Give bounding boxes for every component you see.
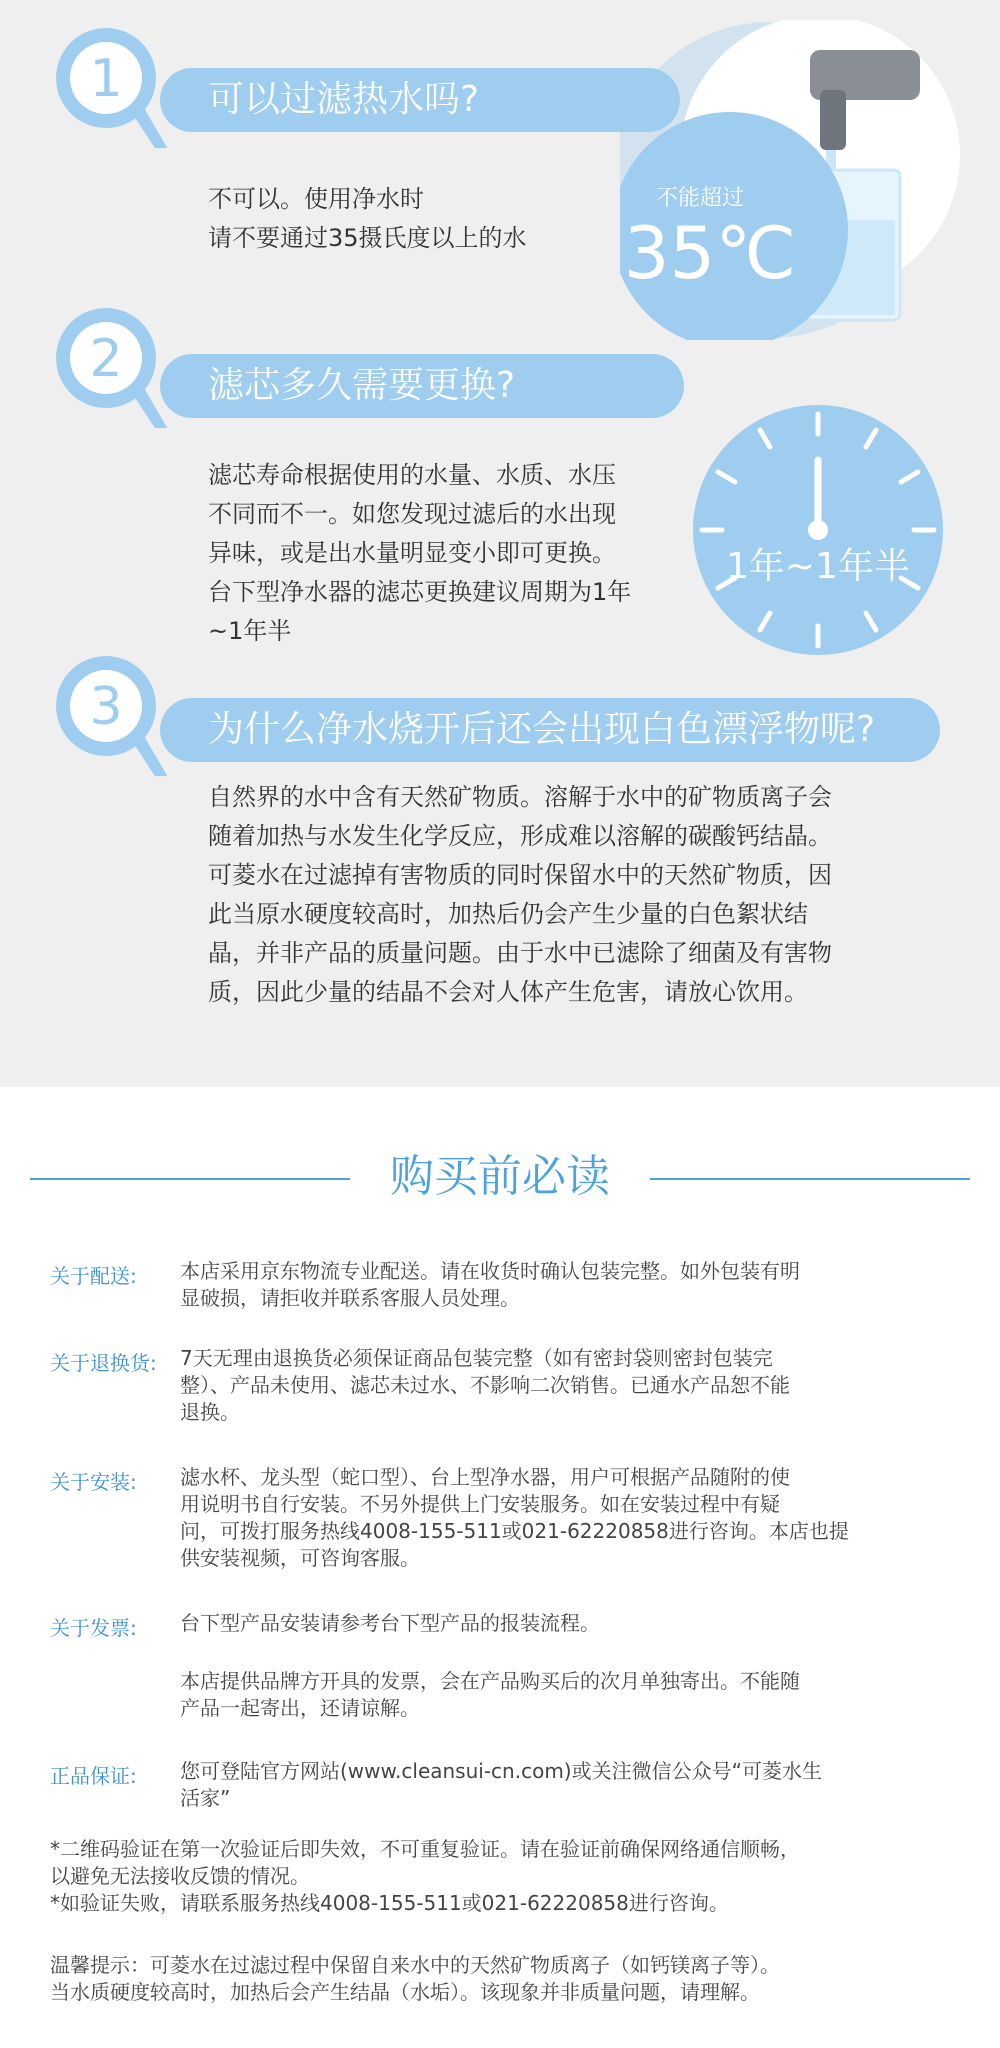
faq-answer bbox=[208, 180, 527, 258]
answer-line: 异味，或是出水量明显变小即可更换。 bbox=[208, 539, 616, 567]
notice-text-authenticity: 您可登陆官方网站(www.cleansui-cn.com)或关注微信公众号“可菱水生 活家” bbox=[180, 1759, 822, 1810]
notice-label-returns: 关于退换货: bbox=[50, 1351, 157, 1375]
answer-line: 不同而不一。如您发现过滤后的水出现 bbox=[208, 500, 616, 528]
notice-label-installation: 关于安装: bbox=[50, 1470, 137, 1494]
answer-line: 晶，并非产品的质量问题。由于水中已滤除了细菌及有害物 bbox=[208, 939, 832, 967]
notice-text-installation: 滤水杯、龙头型（蛇口型）、台上型净水器，用户可根据产品随附的使 用说明书自行安装。不另外提供上门安装服务。如在安装过程中有疑 问，可拨打服务热线4008-155-511或021-62220858进行咨询。本店也提 供安装视频，可咨询客服。 bbox=[180, 1465, 849, 1570]
limit-caption: 不能超过 bbox=[655, 186, 745, 211]
faq-answer bbox=[208, 778, 832, 1012]
notice-text-delivery: 本店采用京东物流专业配送。请在收货时确认包装完整。如外包装有明 显破损，请拒收并联系客服人员处理。 bbox=[180, 1259, 800, 1310]
answer-line: 自然界的水中含有天然矿物质。溶解于水中的矿物质离子会 bbox=[208, 783, 832, 811]
answer-line: 滤芯寿命根据使用的水量、水质、水压 bbox=[208, 461, 616, 489]
magnifier-number-badge bbox=[48, 20, 176, 148]
magnifier-number-badge bbox=[48, 648, 176, 776]
answer-line: 质，因此少量的结晶不会对人体产生危害，请放心饮用。 bbox=[208, 978, 808, 1006]
faq-number: 2 bbox=[89, 329, 123, 389]
faq-item-1 bbox=[0, 20, 1000, 340]
notice-title: 购买前必读 bbox=[390, 1151, 610, 1202]
faq-number: 1 bbox=[89, 49, 123, 109]
verification-footnotes: *二维码验证在第一次验证后即失效，不可重复验证。请在验证前确保网络通信顺畅， 以避免无法接收反馈的情况。 *如验证失败，请联系服务热线4008-155-511或021-62220858进行咨询。 bbox=[50, 1837, 800, 1915]
answer-line: 此当原水硬度较高时，加热后仍会产生少量的白色絮状结 bbox=[208, 900, 808, 928]
notice-text-invoice: 台下型产品安装请参考台下型产品的报装流程。 bbox=[180, 1611, 600, 1635]
notice-text-invoice-detail: 本店提供品牌方开具的发票，会在产品购买后的次月单独寄出。不能随 产品一起寄出，还请谅解。 bbox=[180, 1669, 800, 1720]
answer-line: ~1年半 bbox=[208, 617, 292, 645]
faq-question: 可以过滤热水吗? bbox=[160, 68, 680, 132]
warm-tip: 温馨提示：可菱水在过滤过程中保留自来水中的天然矿物质离子（如钙镁离子等）。 当水质硬度较高时，加热后会产生结晶（水垢）。该现象并非质量问题，请理解。 bbox=[50, 1953, 780, 2004]
clock-icon bbox=[688, 400, 948, 660]
limit-value: 35℃ bbox=[623, 211, 797, 295]
answer-line: 台下型净水器的滤芯更换建议周期为1年 bbox=[208, 578, 632, 606]
hot-water-limit-visual bbox=[620, 20, 960, 340]
replacement-period: 1年~1年半 bbox=[726, 546, 910, 587]
notice-text-returns: 7天无理由退换货必须保证商品包装完整（如有密封袋则密封包装完 整）、产品未使用、滤芯未过水、不影响二次销售。已通水产品恕不能 退换。 bbox=[180, 1346, 790, 1424]
notice-label-invoice: 关于发票: bbox=[50, 1616, 137, 1640]
faq-question: 滤芯多久需要更换? bbox=[160, 354, 684, 418]
faq-question: 为什么净水烧开后还会出现白色漂浮物呢? bbox=[160, 698, 940, 762]
faq-item-2 bbox=[0, 300, 1000, 645]
faq-item-3 bbox=[0, 648, 1000, 1028]
answer-line: 随着加热与水发生化学反应，形成难以溶解的碳酸钙结晶。 bbox=[208, 822, 832, 850]
faq-answer bbox=[208, 456, 631, 651]
answer-line: 请不要通过35摄氏度以上的水 bbox=[208, 224, 527, 252]
faq-number: 3 bbox=[89, 677, 123, 737]
notice-label-delivery: 关于配送: bbox=[50, 1264, 137, 1288]
answer-line: 可菱水在过滤掉有害物质的同时保留水中的天然矿物质，因 bbox=[208, 861, 832, 889]
magnifier-number-badge bbox=[48, 300, 176, 428]
notice-label-authenticity: 正品保证: bbox=[50, 1764, 137, 1788]
answer-line: 不可以。使用净水时 bbox=[208, 185, 424, 213]
